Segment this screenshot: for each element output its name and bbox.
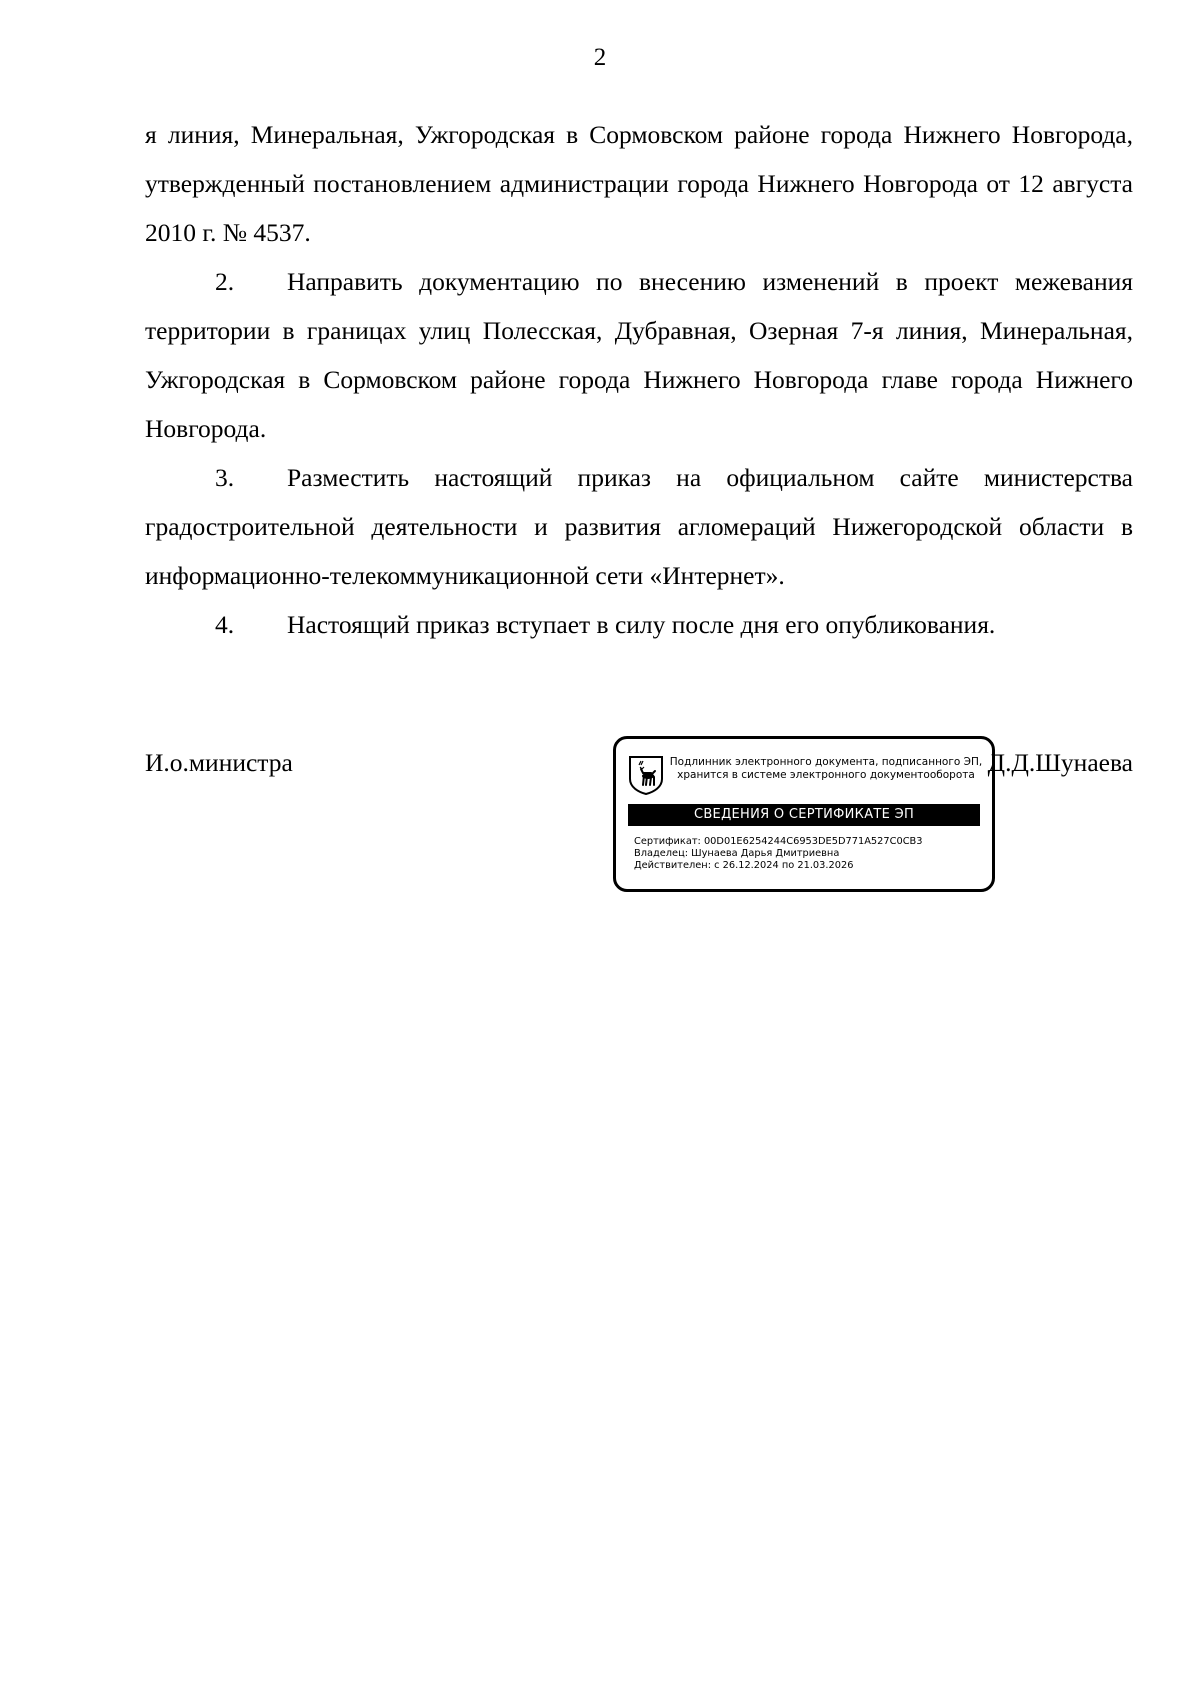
list-item-number: 4. (215, 610, 235, 639)
stamp-note-line: хранится в системе электронного документооборота (677, 769, 975, 781)
certificate-details (634, 836, 980, 872)
stamp-note-line: Подлинник электронного документа, подписанного ЭП, (669, 756, 983, 768)
list-item-text: Настоящий приказ вступает в силу после дня его опубликования. (287, 610, 996, 639)
list-item-4 (145, 600, 1133, 649)
list-item-number: 2. (215, 267, 235, 296)
list-item-3 (145, 453, 1133, 600)
certificate-serial: Сертификат: 00D01E6254244C6953DE5D771A527C0CB3 (634, 836, 923, 847)
signer-title: И.о.министра (145, 748, 293, 777)
list-item-text: Направить документацию по внесению изменений в проект межевания территории в границах улиц Полесская, Дубравная, Озерная 7-я линия, Минеральная, Ужгородская в Сормовском районе города Нижнего Новгорода главе города Нижнего Новгорода. (145, 267, 1133, 443)
document-body (145, 110, 1133, 649)
paragraph-continuation: я линия, Минеральная, Ужгородская в Сормовском районе города Нижнего Новгорода, утвержденный постановлением администрации города Нижнего Новгорода от 12 августа 2010 г. № 4537. (145, 120, 1133, 247)
deer-emblem-icon (628, 755, 664, 795)
signature-block (145, 736, 1133, 906)
signer-name: Д.Д.Шунаева (987, 748, 1133, 777)
electronic-signature-stamp (613, 736, 995, 892)
certificate-owner: Владелец: Шунаева Дарья Дмитриевна (634, 848, 840, 859)
certificate-header-band: СВЕДЕНИЯ О СЕРТИФИКАТЕ ЭП (628, 804, 980, 826)
list-item-2 (145, 257, 1133, 453)
list-item-text: Разместить настоящий приказ на официальном сайте министерства градостроительной деятельности и развития агломераций Нижегородской области в информационно-телекоммуникационной сети «Интернет». (145, 463, 1133, 590)
page-number: 2 (593, 44, 607, 71)
certificate-validity: Действителен: с 26.12.2024 по 21.03.2026 (634, 860, 854, 871)
stamp-note (666, 756, 986, 782)
list-item-number: 3. (215, 463, 235, 492)
